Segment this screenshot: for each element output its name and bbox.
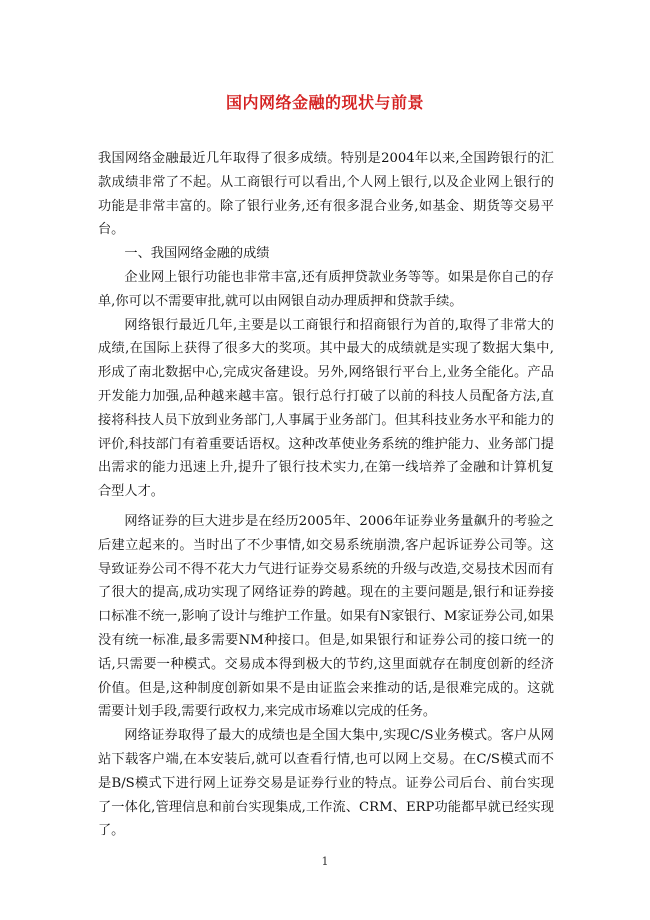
page-number: 1	[321, 855, 329, 868]
paragraph-intro: 我国网络金融最近几年取得了很多成绩。特别是2004年以来,全国跨银行的汇款成绩非常了不起。从工商银行可以看出,个人网上银行,以及企业网上银行的功能是非常丰富的。除了银行业务,还有很多混合业务,如基金、期货等交易平台。	[98, 151, 554, 238]
document-body	[98, 147, 554, 843]
document-title: 国内网络金融的现状与前景	[225, 93, 424, 112]
paragraph-cs-model: 网络证券取得了最大的成绩也是全国大集中,实现C/S业务模式。客户从网站下载客户端,在本安装后,就可以查看行情,也可以网上交易。在C/S模式而不是B/S模式下进行网上证券交易是证券行业的特点。证券公司后台、前台实现了一体化,管理信息和前台实现集成,工作流、CRM、ERP功能都早就已经实现了。	[98, 728, 554, 839]
paragraph-network-securities: 网络证券的巨大进步是在经历2005年、2006年证券业务量飙升的考验之后建立起来的。当时出了不少事情,如交易系统崩溃,客户起诉证券公司等。这导致证券公司不得不花大力气进行证券交易系统的升级与改造,交易技术因而有了很大的提高,成功实现了网络证券的跨越。现在的主要问题是,银行和证券接口标准不统一,影响了设计与维护工作量。如果有N家银行、M家证券公司,如果没有统一标准,最多需要NM种接口。但是,如果银行和证券公司的接口统一的话,只需要一种模式。交易成本得到极大的节约,这里面就存在制度创新的经济价值。但是,这种制度创新如果不是由证监会来推动的话,是很难完成的。这就需要计划手段,需要行政权力,来完成市场难以完成的任务。	[98, 513, 554, 720]
paragraph-network-banking: 网络银行最近几年,主要是以工商银行和招商银行为首的,取得了非常大的成绩,在国际上获得了很多大的奖项。其中最大的成绩就是实现了数据大集中,形成了南北数据中心,完成灾备建设。另外,网络银行平台上,业务全能化。产品开发能力加强,品种越来越丰富。银行总行打破了以前的科技人员配备方法,直接将科技人员下放到业务部门,人事属于业务部门。但其科技业务水平和能力的评价,科技部门有着重要话语权。这种改革使业务系统的维护能力、业务部门提出需求的能力迅速上升,提升了银行技术实力,在第一线培养了金融和计算机复合型人才。	[98, 317, 554, 500]
paragraph-enterprise-banking: 企业网上银行功能也非常丰富,还有质押贷款业务等等。如果是你自己的存单,你可以不需要审批,就可以由网银自动办理质押和贷款手续。	[98, 269, 554, 309]
section-heading: 一、我国网络金融的成绩	[124, 246, 270, 262]
